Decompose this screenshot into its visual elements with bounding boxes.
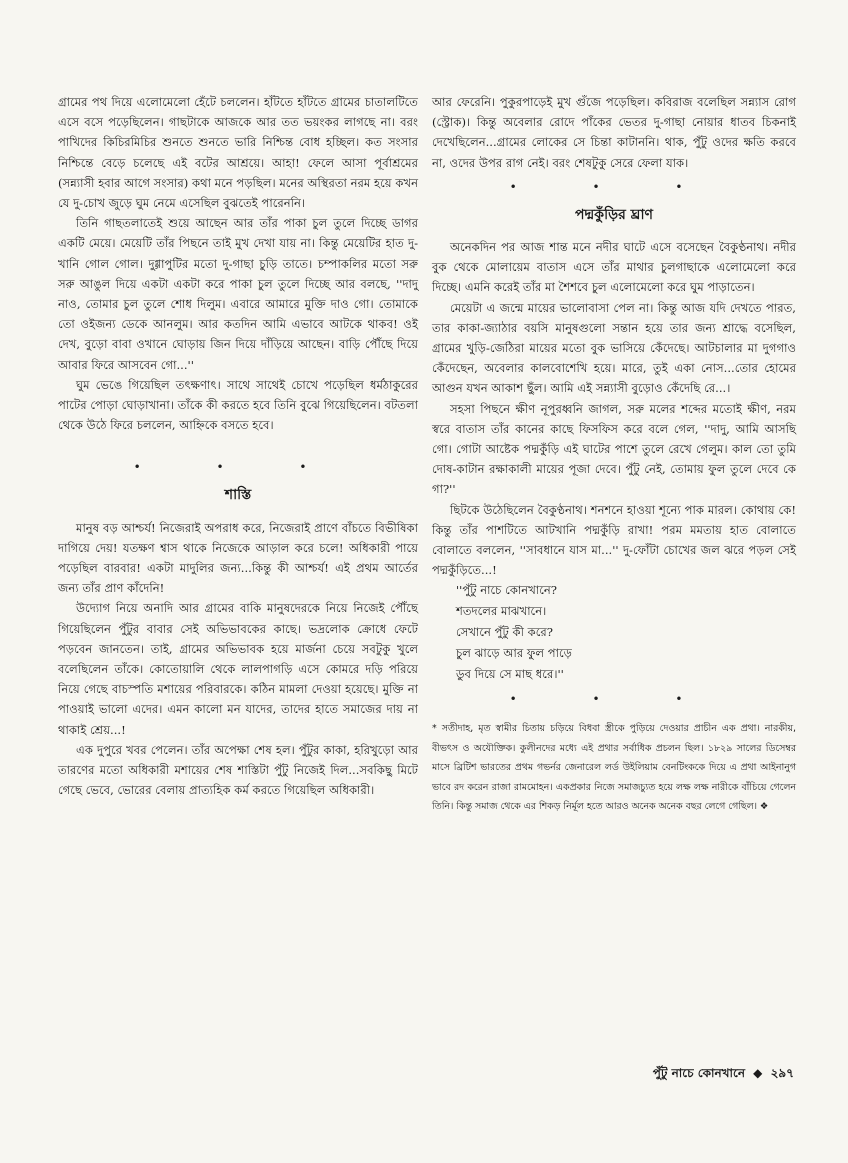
paragraph: মানুষ বড় আশ্চর্য! নিজেরাই অপরাধ করে, নিজেরাই প্রাণে বাঁচতে বিভীষিকা দাগিয়ে দেয়! যতক্ষণ শ্বাস থাকে নিজেকে আড়াল করে চলে! অধিকারী পায়ে পড়েছিল বারবার! একটা মাদুলির জন্য...কিন্তু কী আশ্চর্য! এই প্রথম আর্তের জন্য তাঁর প্রাণ কাঁদেনি!	[58, 520, 418, 596]
paragraph: তিনি গাছতলাতেই শুয়ে আছেন আর তাঁর পাকা চুল তুলে দিচ্ছে ডাগর একটি মেয়ে। মেয়েটি তাঁর পিছনে তাই মুখ দেখা যায় না। কিন্তু মেয়েটির হাত দু-খানি গোল গোল। দুগ্গাপুটির মতো দু-গাছা চুড়ি তাতে। চম্পাকলির মতো সরু সরু আঙুল দিয়ে একটা একটা করে পাকা চুল তুলে দিচ্ছে আর বলছে, ''দাদু নাও, তোমার চুল তুলে শোধ দিলুম। এবারে আমারে মুক্তি দাও গো। তোমাকে তো ওইজন্য ডেকে আনলুম। আর কতদিন আমি এভাবে আটকে থাকব! ওই দেখ, বুড়ো বাবা ওখানে ঘোড়ায় জিন দিয়ে দাঁড়িয়ে আছেন। বাড়ি পৌঁছে দিয়ে আবার ফিরে আসবেন গো...''	[58, 216, 418, 372]
paragraph: আর ফেরেনি। পুকুরপাড়েই মুখ গুঁজে পড়েছিল। কবিরাজ বলেছিল সন্ন্যাস রোগ (স্ট্রোক)। কিন্তু অবেলার রোদে পাঁকের ভেতর দু-গাছা নোয়ার ধাতব চিকনাই দেখেছিলেন...গ্রামের লোকের সে চিন্তা কাটাননি। থাক, পুঁটু ওদের ক্ষতি করবে না, ওদের উপর রাগ নেই। বরং শেষটুকু সেরে ফেলা যাক।	[432, 95, 796, 170]
section-separator: • • •	[133, 460, 343, 475]
section-separator: • • •	[509, 179, 719, 194]
poem-line: চুল ঝাড়ে আর ফুল পাড়ে	[456, 646, 572, 661]
section-separator: • • •	[509, 692, 719, 707]
paragraph: ছিটকে উঠেছিলেন বৈকুণ্ঠনাথ। শনশনে হাওয়া শূন্যে পাক মারল। কোথায় কে! কিন্তু তাঁর পাশটিতে আটখানি পদ্মকুঁড়ি রাখা! পরম মমতায় হাত বোলাতে বোলাতে বললেন, ''সাবধানে যাস মা...'' দু-ফোঁটা চোখের জল ঝরে পড়ল সেই পদ্মকুঁড়িতে...!	[432, 502, 796, 578]
poem-line: ''পুঁটু নাচে কোনখানে?	[456, 583, 557, 598]
poem	[456, 580, 796, 685]
running-title: পুঁটু নাচে কোনখানে	[652, 1066, 745, 1080]
footnote: * সতীদাহ, মৃত স্বামীর চিতায় চড়িয়ে বিধবা স্ত্রীকে পুড়িয়ে দেওয়ার প্রাচীন এক প্রথা। নারকীয়, বীভৎস ও অযৌক্তিক। কুলীনদের মধ্যে এই প্রথার সর্বাধিক প্রচলন ছিল। ১৮২৯ সালের ডিসেম্বর মাসে ব্রিটিশ ভারতের প্রথম গভর্নর জেনারেল লর্ড উইলিয়াম বেনটিংককে দিয়ে এ প্রথা আইনানুগ ভাবে রদ করেন রাজা রামমোহন। একপ্রকার নিজে সমাজচ্যুত হয়ে লক্ষ লক্ষ নারীকে বাঁচিয়ে গেলেন তিনি। কিন্তু সমাজ থেকে এর শিকড় নির্মূল হতে আরও অনেক অনেক বছর লেগে গেছিল। ❖	[432, 723, 796, 813]
paragraph: এক দুপুরে খবর পেলেন। তাঁর অপেক্ষা শেষ হল। পুঁটুর কাকা, হরিখুড়ো আর তারণের মতো অধিকারী মশায়ের শেষ শাস্তিটা পুঁটু নিজেই দিল...সবকিছু মিটে গেছে ভেবে, ভোরের বেলায় প্রাত্যহিক কর্ম করতে গিয়েছিল অধিকারী।	[58, 742, 418, 798]
paragraph: গ্রামের পথ দিয়ে এলোমেলো হেঁটে চললেন। হাঁটতে হাঁটতে গ্রামের চাতালটিতে এসে বসে পড়েছিলেন। গাছটাকে আজকে আর তত ভয়ংকর লাগছে না। বরং পাখিদের কিচিরমিচির শুনতে শুনতে ভারি নিশ্চিন্ত বোধ হচ্ছিল। কত সংসার নিশ্চিন্তে বেড়ে চলেছে এই বটের আশ্রয়ে। আহা! ফেলে আসা পূর্বাশ্রমের (সন্ন্যাসী হবার আগে সংসার) কথা মনে পড়ছিল। মনের অস্থিরতা নরম হয়ে কখন যে দু-চোখ জুড়ে ঘুম নেমে এসেছিল বুঝতেই পারেননি।	[58, 95, 418, 211]
paragraph: অনেকদিন পর আজ শান্ত মনে নদীর ঘাটে এসে বসেছেন বৈকুণ্ঠনাথ। নদীর বুক থেকে মোলায়েম বাতাস এসে তাঁর মাথার চুলগাছাকে এলোমেলো করে দিচ্ছে। এমনি করেই তাঁর মা শৈশবে চুল এলোমেলো করে ঘুম পাড়াতেন।	[432, 240, 796, 295]
right-column	[432, 92, 796, 817]
poem-line: সেখানে পুঁটু কী করে?	[456, 625, 553, 640]
poem-line: শতদলের মাঝখানে।	[456, 604, 547, 619]
paragraph: সহসা পিছনে ক্ষীণ নূপুরধ্বনি জাগল, সরু মলের শব্দের মতোই ক্ষীণ, নরম স্বরে বাতাস তাঁর কানের কাছে ফিসফিস করে বলে গেল, ''দাদু, আমি আসছি গো। গোটা আষ্টেক পদ্মকুঁড়ি এই ঘাটের পাশে তুলে রেখে গেলুম। কাল তো তুমি দোষ-কাটান রক্ষাকালী মায়ের পূজা দেবে। পুঁটু নেই, তোমায় ফুল তুলে দেবে কে গা?''	[432, 401, 796, 497]
section-heading: পদ্মকুঁড়ির ঘ্রাণ	[575, 206, 653, 223]
section-heading: শাস্তি	[224, 487, 252, 504]
paragraph: ঘুম ভেঙে গিয়েছিল তৎক্ষণাৎ। সাথে সাথেই চোখে পড়েছিল ধর্মঠাকুরের পাটের পোড়া ঘোড়াখানা। তাঁকে কী করতে হবে তিনি বুঝে গিয়েছিলেন। বটতলা থেকে উঠে ফিরে চললেন, আহ্নিকে বসতে হবে।	[58, 377, 418, 433]
paragraph: উদ্যোগ নিয়ে অনাদি আর গ্রামের বাকি মানুষদেরকে নিয়ে নিজেই পৌঁছে গিয়েছিলেন পুঁটুর বাবার সেই অভিভাবকের কাছে। ভদ্রলোক ক্রোধে ফেটে পড়বেন জানতেন। তাই, গ্রামের অভিভাবক হয়ে মার্জনা চেয়ে সবটুকু খুলে বলেছিলেন তাঁকে। কোতোয়ালি থেকে লালপাগড়ি এসে কোমরে দড়ি পরিয়ে নিয়ে গেছে বাচস্পতি মশায়ের পরিবারকে। কঠিন মামলা দেওয়া হয়েছে। মুক্তি না পাওয়াই ভালো এদের। এমন কালো মন যাদের, তাদের হাতে সমাজের দায় না থাকাই শ্রেয়...!	[58, 601, 418, 737]
poem-line: ডুব দিয়ে সে মাছ ধরে।''	[456, 667, 564, 682]
page-number: ২৯৭	[770, 1066, 794, 1080]
page-footer	[653, 1065, 794, 1085]
diamond-icon: ◆	[753, 1066, 763, 1080]
left-column	[58, 92, 418, 801]
paragraph: মেয়েটা এ জন্মে মায়ের ভালোবাসা পেল না। কিন্তু আজ যদি দেখতে পারত, তার কাকা-জ্যাঠার বয়সি মানুষগুলো সন্তান হয়ে তার জন্য শ্রাদ্ধে বসেছিল, গ্রামের খুড়ি-জেঠিরা মায়ের মতো বুক ভাসিয়ে কেঁদেছে। আটচালার মা দুগগাও কেঁদেছেন, অবেলার কালবোশেখি হয়ে। মারে, তুই একা নোস...তোর হোমের আগুন যখন আকাশ ছুঁল। আমি এই সন্ন্যাসী বুড়োও কেঁদেছি রে...।	[432, 300, 796, 396]
